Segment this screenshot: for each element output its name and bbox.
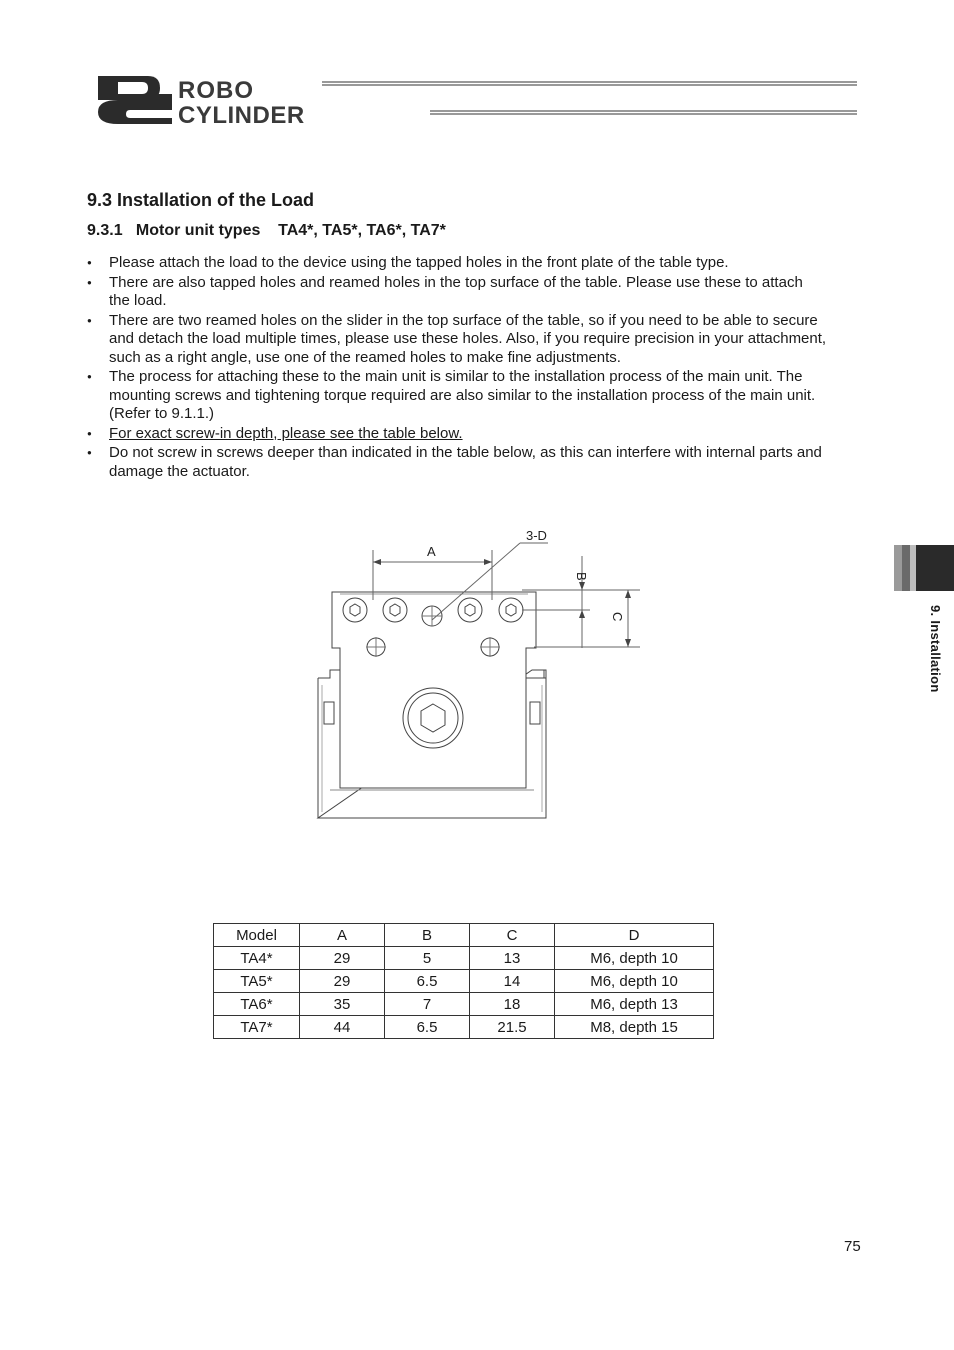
dimension-label-b: B bbox=[574, 572, 589, 581]
list-item: ● Do not screw in screws deeper than indicated in the table below, as this can interfere with internal parts and damage the actuator. bbox=[87, 444, 827, 481]
list-item: ● Please attach the load to the device using the tapped holes in the front plate of the table type. bbox=[87, 254, 827, 273]
column-header: C bbox=[470, 924, 555, 947]
chapter-tab bbox=[894, 545, 954, 591]
table-cell: TA5* bbox=[214, 970, 300, 993]
column-header: Model bbox=[214, 924, 300, 947]
list-item: ● There are also tapped holes and reamed holes in the top surface of the table. Please use these to attach the load. bbox=[87, 274, 827, 311]
table-cell: 35 bbox=[300, 993, 385, 1016]
subsection-title: 9.3.1 Motor unit types TA4*, TA5*, TA6*, TA7* bbox=[87, 222, 446, 239]
table-cell: 5 bbox=[385, 947, 470, 970]
table-row bbox=[214, 993, 714, 1016]
list-item: ● There are two reamed holes on the slider in the top surface of the table, so if you need to be able to secure and detach the load multiple times, please use these holes. Also, if you require precision in your attachment, such as a right angle, use one of the reamed holes to make fine adjustments. bbox=[87, 312, 827, 368]
table-cell: 13 bbox=[470, 947, 555, 970]
table-row bbox=[214, 970, 714, 993]
list-item: ● The process for attaching these to the main unit is similar to the installation process of the main unit. The mounting screws and tightening torque required are also similar to the installation process of the main unit. (Refer to 9.1.1.) bbox=[87, 368, 827, 424]
table-cell: 29 bbox=[300, 970, 385, 993]
column-header: A bbox=[300, 924, 385, 947]
table-cell: TA4* bbox=[214, 947, 300, 970]
table-cell: 44 bbox=[300, 1016, 385, 1039]
table-row bbox=[214, 1016, 714, 1039]
table-cell: 21.5 bbox=[470, 1016, 555, 1039]
instruction-list bbox=[87, 254, 827, 482]
table-cell: 18 bbox=[470, 993, 555, 1016]
table-cell: 6.5 bbox=[385, 970, 470, 993]
logo-text-robo: ROBO bbox=[178, 77, 254, 104]
table-cell: TA6* bbox=[214, 993, 300, 1016]
table-cell: 29 bbox=[300, 947, 385, 970]
header-rule-lines bbox=[0, 0, 954, 130]
column-header: D bbox=[555, 924, 714, 947]
table-cell: TA7* bbox=[214, 1016, 300, 1039]
table-cell: M6, depth 10 bbox=[555, 970, 714, 993]
table-cell: 7 bbox=[385, 993, 470, 1016]
table-header-row bbox=[214, 924, 714, 947]
table-cell: M8, depth 15 bbox=[555, 1016, 714, 1039]
page-number: 75 bbox=[844, 1238, 861, 1255]
table-top-drawing bbox=[300, 520, 660, 830]
dimension-label-a: A bbox=[427, 544, 436, 559]
dimension-label-d: 3-D bbox=[526, 528, 547, 543]
chapter-label: 9. Installation bbox=[928, 605, 943, 693]
table-cell: 6.5 bbox=[385, 1016, 470, 1039]
list-item: ● For exact screw-in depth, please see the table below. bbox=[87, 425, 827, 444]
table-cell: 14 bbox=[470, 970, 555, 993]
table-row bbox=[214, 947, 714, 970]
screw-depth-table bbox=[213, 923, 714, 1039]
dimension-label-c: C bbox=[610, 612, 625, 622]
table-cell: M6, depth 10 bbox=[555, 947, 714, 970]
column-header: B bbox=[385, 924, 470, 947]
section-title: 9.3 Installation of the Load bbox=[87, 190, 315, 210]
table-cell: M6, depth 13 bbox=[555, 993, 714, 1016]
logo-text-cylinder: CYLINDER bbox=[178, 102, 305, 126]
